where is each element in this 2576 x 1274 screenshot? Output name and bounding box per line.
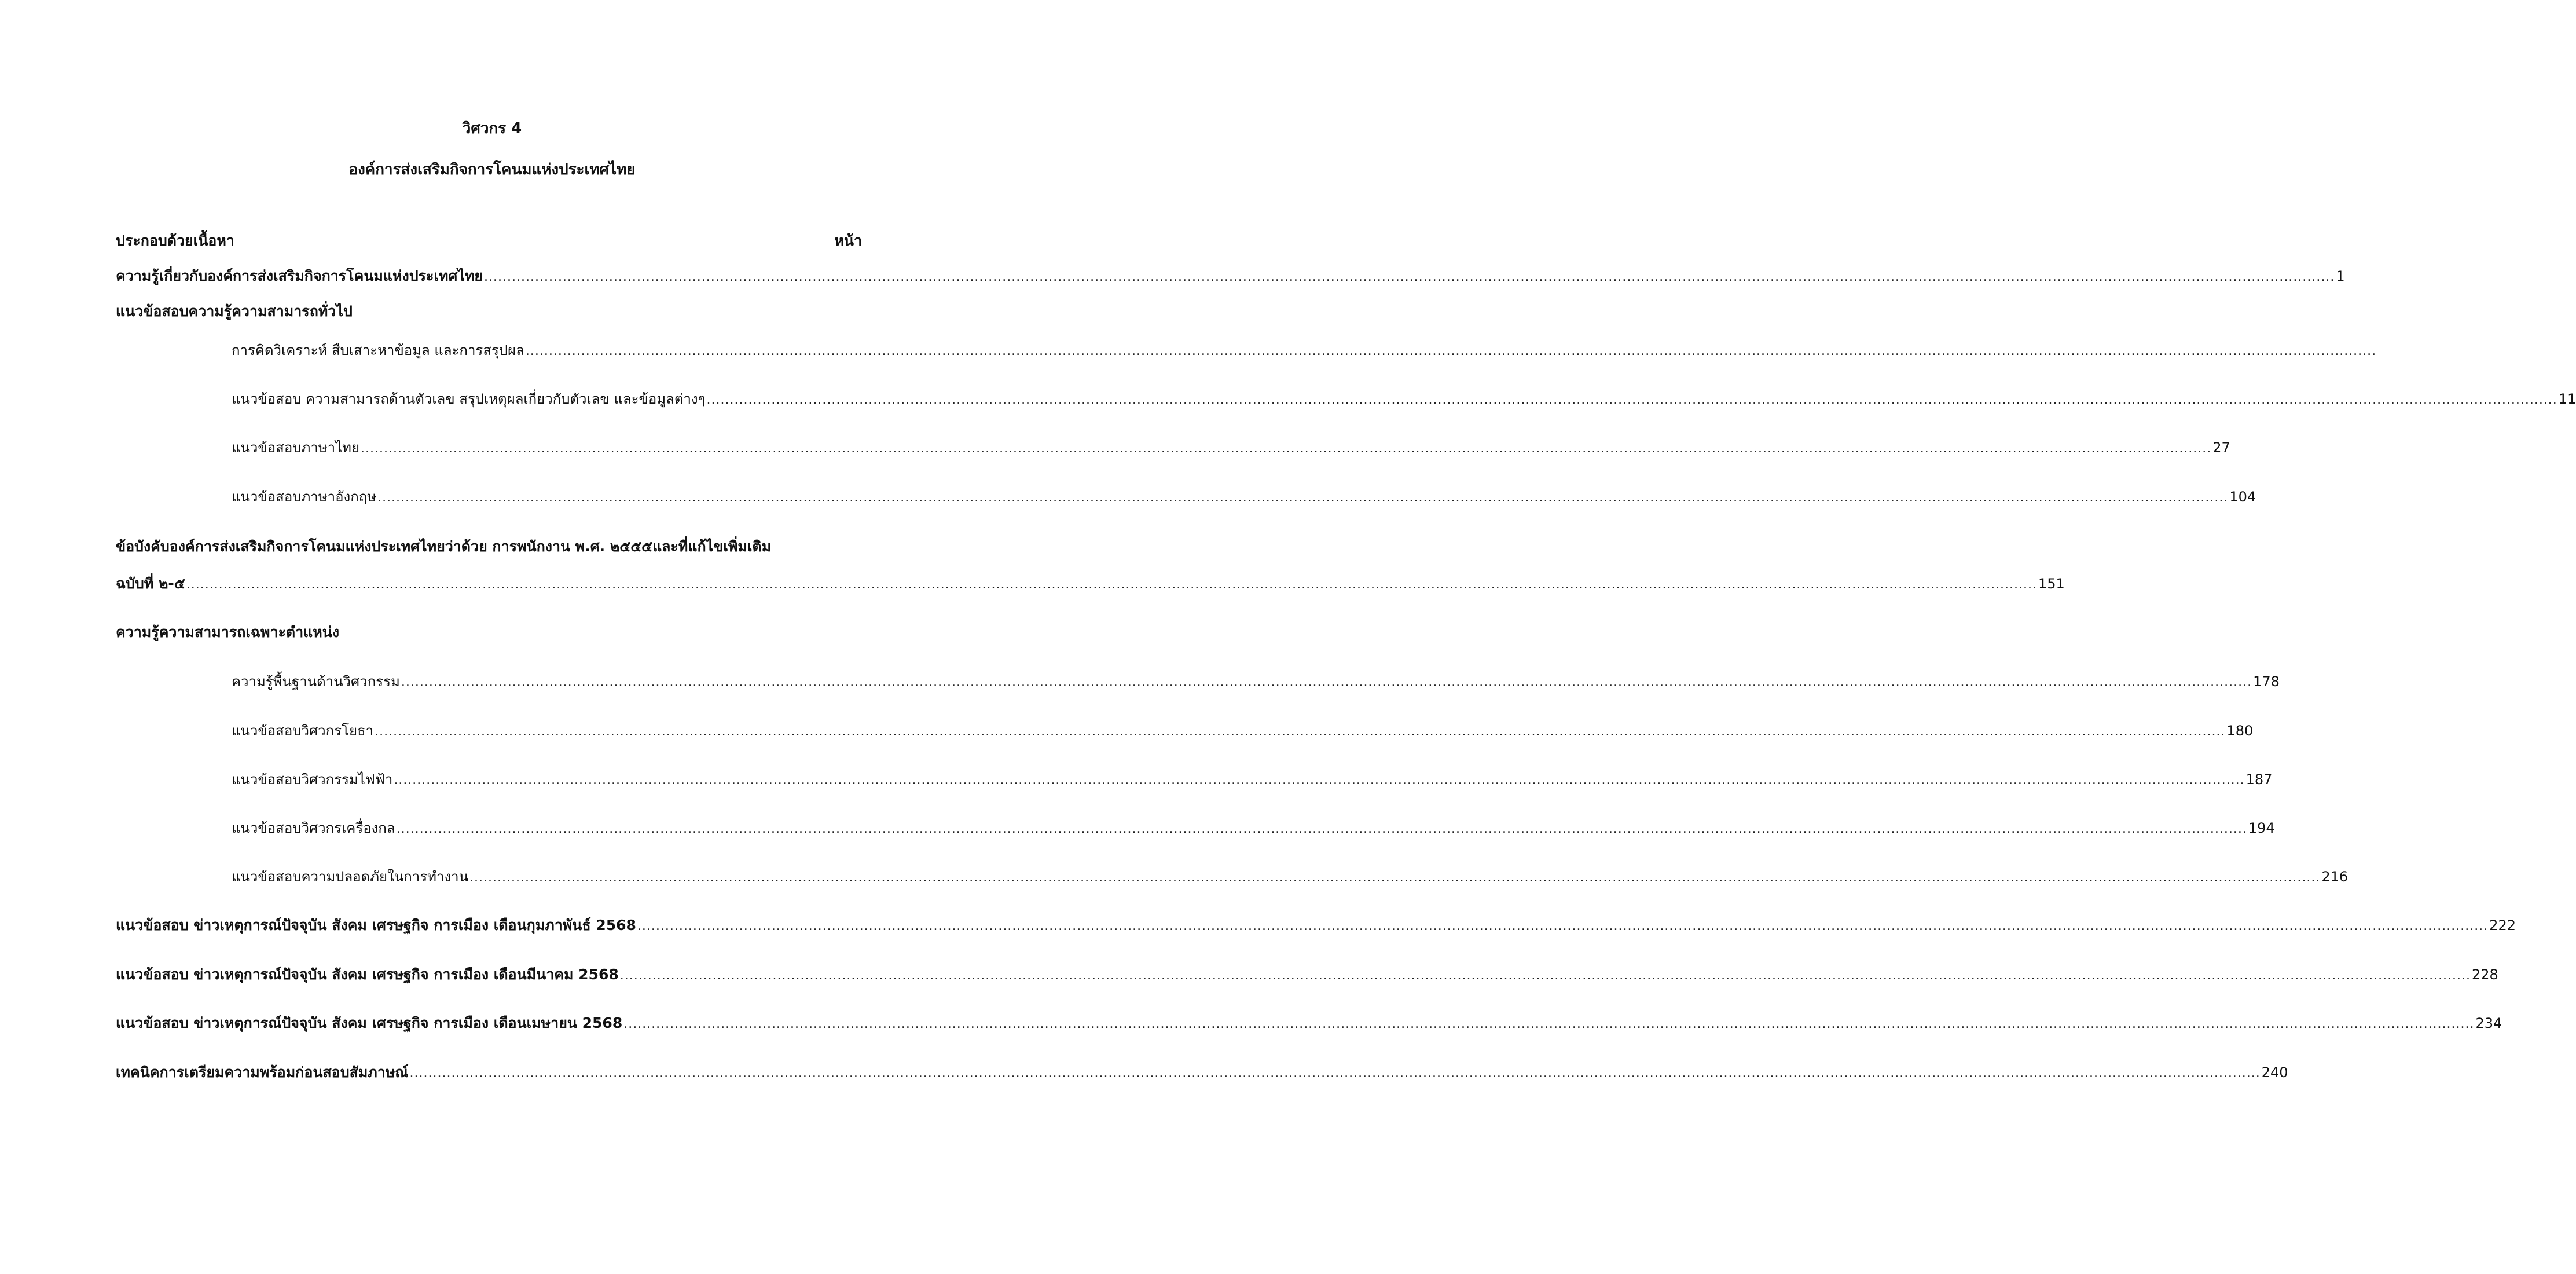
dot-leader: ................................................................................................................................................................................................................................................................................................................................................................................................................ — [525, 344, 2377, 358]
toc-entry-label: แนวข้อสอบ ความสามารถด้านตัวเลข สรุปเหตุผลเกี่ยวกับตัวเลข และข้อมูลต่างๆ — [232, 391, 706, 407]
toc-entry-label: แนวข้อสอบวิศวกรเครื่องกล — [232, 820, 395, 836]
toc-entry-page: 216 — [2321, 869, 2349, 885]
toc-entry — [116, 572, 2065, 596]
toc-entry — [116, 963, 2498, 987]
toc-entry-page: 228 — [2472, 967, 2498, 983]
dot-leader: ................................................................................................................................................................................................................................................................................................................................................................................................................ — [396, 822, 2247, 836]
toc-entry-label: ความรู้เกี่ยวกับองค์การส่งเสริมกิจการโคนมแห่งประเทศไทย — [116, 268, 483, 284]
toc-entry-page: 27 — [2212, 440, 2230, 456]
dot-leader: ................................................................................................................................................................................................................................................................................................................................................................................................................ — [409, 1066, 2261, 1081]
dot-leader: ................................................................................................................................................................................................................................................................................................................................................................................................................ — [394, 773, 2245, 788]
toc-entry-page: 222 — [2489, 917, 2516, 933]
toc-entry-label: แนวข้อสอบ ข่าวเหตุการณ์ปัจจุบัน สังคม เศรษฐกิจ การเมือง เดือนมีนาคม 2568 — [116, 966, 619, 983]
toc-entry — [232, 436, 2230, 460]
toc-section-heading: ข้อบังคับองค์การส่งเสริมกิจการโคนมแห่งประเทศไทยว่าด้วย การพนักงาน พ.ศ. ๒๕๕๕และที่แก้ไขเพิ่มเติม — [116, 538, 772, 555]
dot-leader: ................................................................................................................................................................................................................................................................................................................................................................................................................ — [361, 441, 2212, 456]
toc-entry-label: แนวข้อสอบวิศวกรรมไฟฟ้า — [232, 771, 393, 788]
toc-entry — [232, 339, 2377, 363]
dot-leader: ................................................................................................................................................................................................................................................................................................................................................................................................................ — [706, 393, 2557, 407]
dot-leader: ................................................................................................................................................................................................................................................................................................................................................................................................................ — [375, 724, 2226, 739]
toc-entry-page: 151 — [2038, 576, 2065, 592]
document-title: วิศวกร 4 — [462, 120, 522, 137]
toc-entry-label: แนวข้อสอบ ข่าวเหตุการณ์ปัจจุบัน สังคม เศรษฐกิจ การเมือง เดือนกุมภาพันธ์ 2568 — [116, 917, 636, 933]
toc-entry — [232, 865, 2349, 889]
page-column-label: หน้า — [834, 232, 862, 249]
dot-leader: ................................................................................................................................................................................................................................................................................................................................................................................................................ — [619, 968, 2471, 983]
toc-entry — [116, 914, 2516, 938]
dot-leader: ................................................................................................................................................................................................................................................................................................................................................................................................................ — [637, 919, 2489, 933]
toc-entry — [232, 670, 2280, 694]
dot-leader: ................................................................................................................................................................................................................................................................................................................................................................................................................ — [469, 870, 2321, 885]
dot-leader: ................................................................................................................................................................................................................................................................................................................................................................................................................ — [186, 577, 2037, 592]
toc-entry-page: 234 — [2475, 1015, 2502, 1031]
toc-entry-page: 1 — [2336, 268, 2345, 284]
dot-leader: ................................................................................................................................................................................................................................................................................................................................................................................................................ — [377, 490, 2229, 505]
toc-entry-page: 194 — [2248, 820, 2275, 836]
toc-entry-page: 187 — [2245, 771, 2273, 788]
toc-entry — [116, 1012, 2502, 1036]
toc-entry — [232, 719, 2254, 744]
toc-entry-label: ฉบับที่ ๒-๕ — [116, 575, 185, 592]
toc-entry-page: 180 — [2226, 723, 2254, 739]
toc-entry-label: แนวข้อสอบภาษาอังกฤษ — [232, 489, 377, 505]
toc-entry-page: 240 — [2261, 1064, 2288, 1081]
toc-entry-label: การคิดวิเคราะห์ สืบเสาะหาข้อมูล และการสรุปผล — [232, 342, 524, 358]
toc-entry — [116, 1061, 2288, 1085]
document-subtitle: องค์การส่งเสริมกิจการโคนมแห่งประเทศไทย — [348, 161, 636, 178]
toc-entry-label: แนวข้อสอบความปลอดภัยในการทำงาน — [232, 869, 469, 885]
toc-entry-label: แนวข้อสอบภาษาไทย — [232, 440, 360, 456]
toc-entry — [232, 817, 2275, 841]
toc-entry-label: แนวข้อสอบวิศวกรโยธา — [232, 723, 374, 739]
dot-leader: ................................................................................................................................................................................................................................................................................................................................................................................................................ — [401, 675, 2252, 690]
dot-leader: ................................................................................................................................................................................................................................................................................................................................................................................................................ — [484, 270, 2335, 284]
toc-header — [116, 229, 862, 252]
toc-entry-label: ความรู้พื้นฐานด้านวิศวกรรม — [232, 673, 400, 690]
toc-entry-page: 11 — [2558, 391, 2576, 407]
toc-entry — [116, 265, 2345, 289]
toc-section-heading: แนวข้อสอบความรู้ความสามารถทั่วไป — [116, 303, 353, 320]
toc-entry — [232, 387, 2576, 412]
toc-entry — [232, 768, 2273, 792]
toc-entry-label: เทคนิคการเตรียมความพร้อมก่อนสอบสัมภาษณ์ — [116, 1064, 409, 1081]
dot-leader: ................................................................................................................................................................................................................................................................................................................................................................................................................ — [623, 1017, 2475, 1031]
toc-entry-page: 104 — [2229, 489, 2256, 505]
toc-label: ประกอบด้วยเนื้อหา — [116, 232, 234, 249]
toc-entry — [232, 485, 2256, 510]
toc-section-heading: ความรู้ความสามารถเฉพาะตำแหน่ง — [116, 624, 340, 640]
toc-entry-page: 178 — [2253, 673, 2280, 690]
toc-entry-label: แนวข้อสอบ ข่าวเหตุการณ์ปัจจุบัน สังคม เศรษฐกิจ การเมือง เดือนเมษายน 2568 — [116, 1015, 623, 1031]
